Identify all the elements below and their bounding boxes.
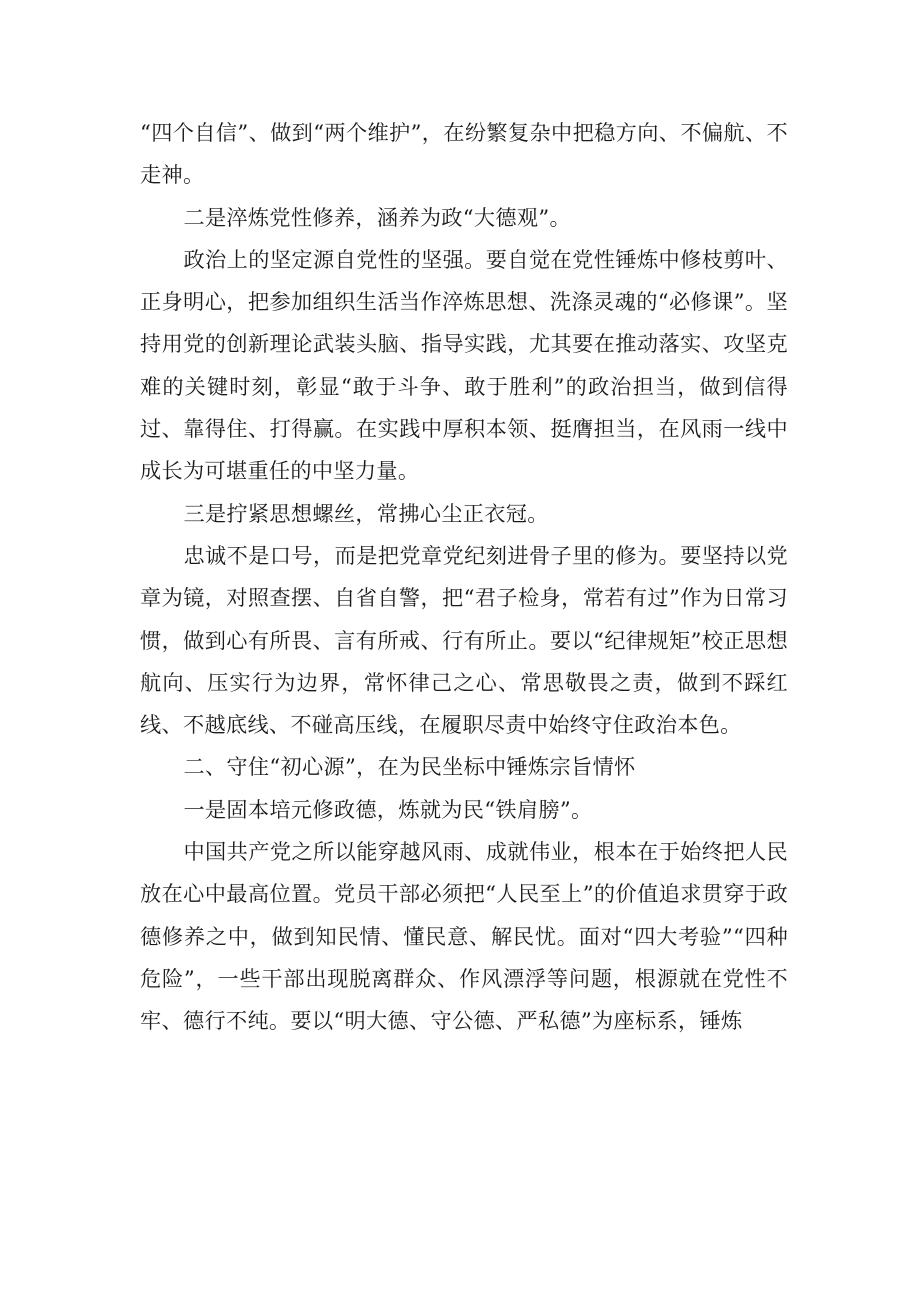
document-body (140, 112, 788, 1043)
subheading-political-virtue: 一是固本培元修政德，炼就为民“铁肩膀”。 (183, 796, 593, 822)
section-heading-original-aspiration: 二、守住“初心源”，在为民坐标中锤炼宗旨情怀 (183, 754, 636, 780)
subheading-party-cultivation: 二是淬炼党性修养，涵养为政“大德观”。 (183, 204, 572, 230)
paragraph-continuation: “四个自信”、做到“两个维护”，在纷繁复杂中把稳方向、不偏航、不走神。 (140, 120, 788, 188)
paragraph-people-first: 中国共产党之所以能穿越风雨、成就伟业，根本在于始终把人民放在心中最高位置。党员干部必须把“人民至上”的价值追求贯穿于政德修养之中，做到知民情、懂民意、解民忧。面对“四大考验”“四种危险”，一些干部出现脱离群众、作风漂浮等问题，根源就在党性不牢、德行不纯。要以“明大德、守公德、严私德”为座标系，锤炼 (140, 839, 788, 1034)
paragraph-political-firmness: 政治上的坚定源自党性的坚强。要自觉在党性锤炼中修枝剪叶、正身明心，把参加组织生活当作淬炼思想、洗涤灵魂的“必修课”。坚持用党的创新理论武装头脑、指导实践，尤其要在推动落实、攻坚克难的关键时刻，彰显“敢于斗争、敢于胜利”的政治担当，做到信得过、靠得住、打得赢。在实践中厚积本领、挺膺担当，在风雨一线中成长为可堪重任的中坚力量。 (140, 246, 788, 484)
subheading-tighten-thinking: 三是拧紧思想螺丝，常拂心尘正衣冠。 (183, 500, 549, 526)
paragraph-loyalty: 忠诚不是口号，而是把党章党纪刻进骨子里的修为。要坚持以党章为镜，对照查摆、自省自警，把“君子检身，常若有过”作为日常习惯，做到心有所畏、言有所戒、行有所止。要以“纪律规矩”校正思想航向、压实行为边界，常怀律己之心、常思敬畏之责，做到不踩红线、不越底线、不碰高压线，在履职尽责中始终守住政治本色。 (140, 542, 788, 738)
